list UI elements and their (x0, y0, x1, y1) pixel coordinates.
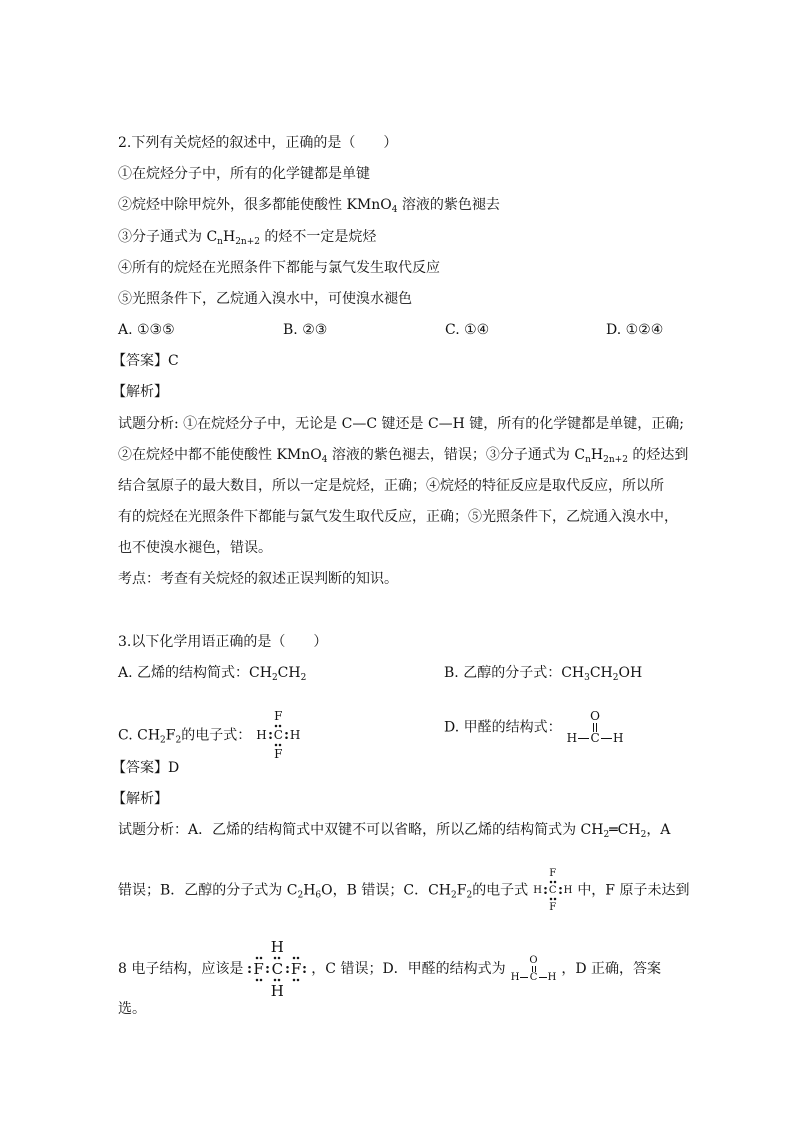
text: F (165, 727, 176, 744)
text: 中，F 原子未达到 (577, 882, 690, 899)
q3-answer: 【答案】D (112, 760, 180, 776)
atom-h: H (256, 728, 267, 742)
formaldehyde-structure (566, 710, 625, 745)
spacer (605, 727, 607, 729)
spacer (266, 957, 268, 959)
subscript: n (217, 237, 223, 247)
text: CH (277, 665, 301, 681)
spacer (583, 727, 585, 729)
spacer (295, 990, 297, 992)
text: ②烷烃中除甲烷外，很多都能使酸性 KMnO (118, 197, 392, 213)
spacer (258, 946, 260, 948)
electron-pair-icon (269, 731, 272, 740)
spacer (304, 946, 306, 948)
atom-h: H (563, 885, 573, 896)
text: ③分子通式为 C (118, 229, 218, 245)
subscript: 2 (451, 890, 457, 901)
q2-analysis-line-4: 有的烷烃在光照条件下都能与氯气发生取代反应，正确；⑤光照条件下，乙烷通入溴水中， (118, 509, 678, 525)
subscript: 3 (584, 673, 590, 683)
text: 的电子式： (181, 727, 252, 744)
atom-f: F (290, 960, 302, 978)
q2-stem: 2.下列有关烷烃的叙述中，正确的是（ ） (118, 135, 398, 151)
ch2f2-correct-electron-formula (247, 939, 307, 999)
spacer (542, 960, 544, 962)
spacer (542, 968, 544, 970)
spacer (285, 754, 287, 756)
subscript: 2 (640, 830, 647, 840)
spacer (537, 898, 539, 900)
text: H (303, 882, 316, 899)
spacer (304, 957, 306, 959)
text: 错误；B．乙醇的分子式为 C (118, 882, 298, 899)
spacer (285, 716, 287, 718)
q2-analysis-line-1: 试题分析: ①在烷烃分子中，无论是 C—C 键还是 C—H 键，所有的化学键都是单键，正确; (118, 416, 685, 432)
text: H (222, 229, 236, 245)
spacer (249, 990, 251, 992)
text: ，D 正确，答案 (561, 961, 662, 977)
atom-o: O (529, 955, 538, 966)
spacer (260, 725, 262, 727)
single-bond-icon (578, 738, 589, 739)
atom-c: C (273, 728, 283, 742)
spacer (294, 744, 296, 746)
text: 溶液的紫色褪去 (397, 197, 500, 213)
spacer (266, 990, 268, 992)
q3-stem: 3.以下化学用语正确的是（ ） (118, 634, 328, 650)
text: H (590, 447, 604, 463)
spacer (551, 960, 553, 962)
q2-option-b: B. ②③ (283, 322, 328, 338)
atom-h: H (510, 972, 520, 983)
spacer (544, 881, 546, 883)
single-bond-icon (520, 977, 528, 978)
spacer (285, 725, 287, 727)
spacer (537, 907, 539, 909)
ch2f2-wrong-electron-formula (255, 710, 301, 761)
q2-option-d: D. ①②④ (606, 322, 664, 338)
spacer (559, 873, 561, 875)
spacer (567, 907, 569, 909)
spacer (551, 968, 553, 970)
spacer (544, 898, 546, 900)
q2-statement-3 (118, 228, 376, 246)
spacer (559, 898, 561, 900)
spacer (523, 968, 525, 970)
electron-pair-icon (266, 965, 269, 974)
spacer (269, 754, 271, 756)
spacer (286, 957, 288, 959)
spacer (286, 979, 288, 981)
text: 的烃达到 (627, 447, 689, 463)
atom-o: O (590, 709, 600, 723)
q2-option-a: A. ①③⑤ (118, 322, 175, 338)
spacer (304, 990, 306, 992)
q2-analysis-line-3: 结合氢原子的最大数目，所以一定是烷烃，正确；④烷烃的特征反应是取代反应，所以所 (118, 478, 664, 494)
spacer (537, 873, 539, 875)
subscript: 2 (297, 890, 304, 901)
spacer (286, 990, 288, 992)
q2-analysis-line-5: 也不使溴水褪色，错误。 (118, 540, 272, 556)
atom-f: F (253, 960, 264, 978)
spacer (617, 716, 619, 718)
text: 溶液的紫色褪去，错误；③分子通式为 C (327, 447, 586, 463)
text: 8 电子结构，应该是 (118, 961, 244, 977)
text: 的电子式 (472, 882, 529, 899)
atom-h: H (533, 885, 542, 896)
electron-pair-icon (559, 886, 562, 895)
q3-option-d (444, 710, 628, 745)
spacer (266, 979, 268, 981)
spacer (567, 898, 569, 900)
subscript: 2n+2 (235, 237, 260, 247)
atom-c: C (548, 885, 557, 896)
text: ═CH (609, 822, 641, 838)
spacer (260, 754, 262, 756)
q3-option-b (444, 664, 642, 682)
subscript: 4 (391, 205, 398, 215)
single-bond-icon (539, 977, 547, 978)
q3-option-c (118, 710, 305, 761)
spacer (295, 946, 297, 948)
electron-pair-icon (549, 897, 557, 901)
text: O，B 错误；C．CH (321, 882, 451, 899)
subscript: 2 (271, 673, 278, 683)
spacer (583, 716, 585, 718)
spacer (258, 990, 260, 992)
atom-c: C (590, 731, 600, 745)
q2-exam-point: 考点：考查有关烷烃的叙述正误判断的知识。 (118, 571, 398, 587)
electron-pair-icon (292, 978, 300, 982)
spacer (249, 957, 251, 959)
spacer (304, 979, 306, 981)
atom-c: C (271, 960, 284, 978)
electron-pair-icon (303, 965, 306, 974)
spacer (249, 979, 251, 981)
spacer (544, 873, 546, 875)
q2-option-c: C. ①④ (445, 322, 490, 338)
text: F (456, 882, 467, 899)
spacer (514, 968, 516, 970)
spacer (523, 960, 525, 962)
spacer (294, 754, 296, 756)
electron-pair-icon (544, 886, 547, 895)
text: ②在烷烃中都不能使酸性 KMnO (118, 447, 322, 463)
text: 的烃不一定是烷烃 (259, 229, 377, 245)
atom-f: F (549, 902, 557, 913)
spacer (537, 881, 539, 883)
spacer (617, 727, 619, 729)
subscript: 4 (321, 455, 328, 465)
q2-statement-4: ④所有的烷烃在光照条件下都能与氯气发生取代反应 (118, 260, 440, 276)
spacer (260, 716, 262, 718)
subscript: 2 (300, 673, 307, 683)
q2-analysis-label: 【解析】 (112, 384, 168, 400)
q2-statement-5: ⑤光照条件下，乙烷通入溴水中，可使溴水褪色 (118, 291, 412, 307)
spacer (567, 881, 569, 883)
electron-pair-icon (285, 731, 288, 740)
spacer (249, 946, 251, 948)
spacer (285, 744, 287, 746)
spacer (567, 873, 569, 875)
single-bond-icon (601, 738, 612, 739)
spacer (559, 907, 561, 909)
subscript: 2 (612, 673, 619, 683)
subscript: 2 (175, 735, 182, 746)
atom-h: H (270, 982, 284, 1000)
atom-c: C (529, 972, 538, 983)
electron-pair-icon (549, 880, 557, 884)
atom-h: H (547, 972, 557, 983)
spacer (514, 960, 516, 962)
text: B. 乙醇的分子式：CH (444, 665, 585, 681)
atom-h: H (566, 731, 578, 745)
text: 试题分析：A．乙烯的结构简式中双键不可以省略，所以乙烯的结构简式为 CH (118, 822, 604, 838)
text: CH (589, 665, 613, 681)
spacer (605, 716, 607, 718)
text: A. 乙烯的结构简式：CH (118, 665, 272, 681)
ch2f2-inline-electron-formula (532, 868, 573, 913)
subscript: 6 (315, 890, 322, 901)
spacer (294, 725, 296, 727)
spacer (269, 744, 271, 746)
subscript: 2n+2 (603, 455, 628, 465)
q2-statement-1: ①在烷烃分子中，所有的化学键都是单键 (118, 166, 370, 182)
atom-f: F (274, 747, 283, 761)
q3-analysis-line-1 (118, 821, 670, 839)
text: OH (618, 665, 643, 681)
text: ，C 错误；D．甲醛的结构式为 (311, 961, 506, 977)
electron-pair-icon (255, 978, 263, 982)
text: D. 甲醛的结构式： (444, 719, 562, 736)
q3-option-a (118, 664, 306, 682)
spacer (571, 727, 573, 729)
spacer (260, 744, 262, 746)
spacer (269, 716, 271, 718)
spacer (269, 725, 271, 727)
q2-analysis-line-2 (118, 446, 688, 464)
q3-analysis-line-4: 选。 (118, 1001, 146, 1017)
text: C. CH (118, 727, 161, 744)
atom-h: H (612, 731, 624, 745)
atom-f: F (549, 868, 557, 879)
electron-pair-icon (286, 965, 289, 974)
spacer (559, 881, 561, 883)
subscript: 2 (603, 830, 610, 840)
formaldehyde-inline-structure (510, 955, 558, 983)
q2-answer: 【答案】C (112, 353, 179, 369)
text: ，A (646, 822, 671, 838)
subscript: 2 (160, 735, 166, 746)
spacer (266, 946, 268, 948)
q3-analysis-line-3 (118, 939, 661, 999)
atom-h: H (289, 728, 301, 742)
q3-analysis-label: 【解析】 (112, 791, 168, 807)
q2-statement-2 (118, 196, 500, 214)
subscript: 2 (466, 890, 473, 901)
spacer (571, 716, 573, 718)
spacer (544, 907, 546, 909)
electron-pair-icon (248, 965, 251, 974)
atom-f: F (274, 709, 283, 723)
atom-h: H (270, 938, 284, 956)
spacer (294, 716, 296, 718)
q3-analysis-line-2 (118, 868, 689, 913)
subscript: n (585, 455, 591, 465)
spacer (286, 946, 288, 948)
